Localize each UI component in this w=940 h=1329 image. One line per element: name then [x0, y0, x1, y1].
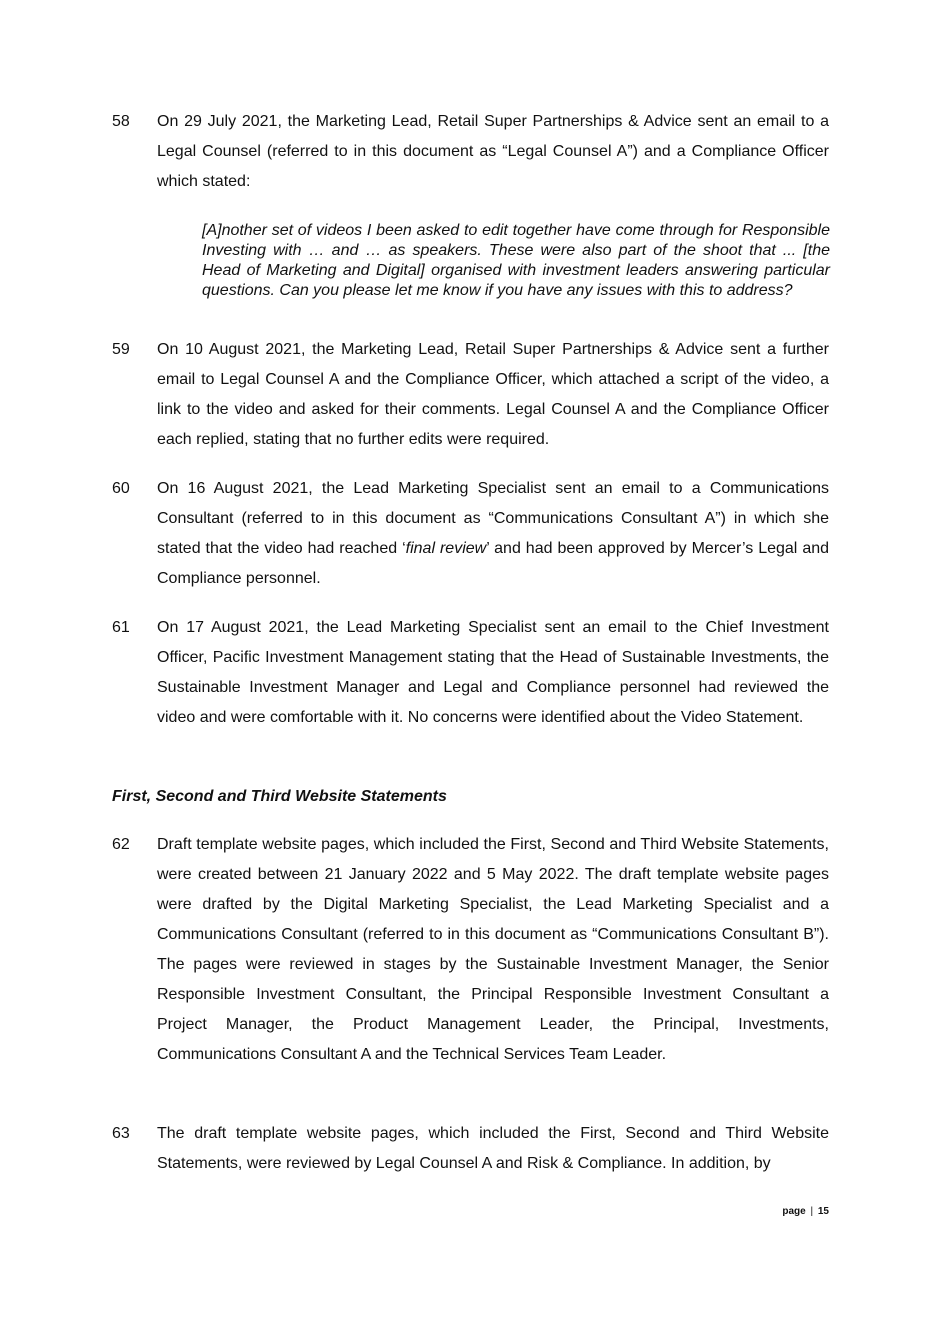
section-heading: First, Second and Third Website Statements: [112, 788, 447, 805]
page-label: page: [782, 1206, 806, 1217]
paragraph-number: 63: [112, 1125, 130, 1142]
paragraph-number: 58: [112, 113, 130, 130]
paragraph-number: 59: [112, 341, 130, 358]
paragraph-text: Draft template website pages, which included the First, Second and Third Website Statements, were created between 21 January 2022 and 5 May 2022. The draft template website pages were drafted by the Digital Marketing Specialist, the Lead Marketing Specialist and a Communications Consultant (referred to in this document as “Communications Consultant B”). The pages were reviewed in stages by the Sustainable Investment Manager, the Senior Responsible Investment Consultant, the Principal Responsible Investment Consultant a Project Manager, the Product Management Leader, the Principal, Investments, Communications Consultant A and the Technical Services Team Leader.: [157, 836, 829, 1063]
page-separator: |: [810, 1206, 814, 1217]
block-quote: [A]nother set of videos I been asked to edit together have come through for Responsible Investing with … and … as speakers. These were also part of the shoot that ... [the Head of Marketing and Digital] organised with investment leaders answering particular questions. Can you please let me know if you have any issues with this to address?: [202, 222, 830, 299]
italic-phrase: final review: [405, 540, 487, 557]
paragraph-number: 60: [112, 480, 130, 497]
page-number: 15: [817, 1206, 829, 1217]
page-footer: [782, 1205, 829, 1219]
paragraph-text-part: ’ and had been approved by Mercer’s Legal and Compliance personnel.: [157, 540, 830, 587]
paragraph-text-part: On 16 August 2021, the Lead Marketing Specialist sent an email to a Communications Consultant (referred to in this document as “Communications Consultant A”) in which she stated that the video had reached ‘: [157, 480, 829, 557]
paragraph-text: The draft template website pages, which included the First, Second and Third Website Statements, were reviewed by Legal Counsel A and Risk & Compliance. In addition, by: [157, 1125, 829, 1172]
paragraph-text: On 29 July 2021, the Marketing Lead, Retail Super Partnerships & Advice sent an email to a Legal Counsel (referred to in this document as “Legal Counsel A”) and a Compliance Officer which stated:: [157, 113, 829, 190]
paragraph-text: [157, 474, 829, 594]
paragraph-text: On 17 August 2021, the Lead Marketing Specialist sent an email to the Chief Investment Officer, Pacific Investment Management stating that the Head of Sustainable Investments, the Sustainable Investment Manager and Legal and Compliance personnel had reviewed the video and were comfortable with it. No concerns were identified about the Video Statement.: [157, 619, 829, 726]
paragraph-text: On 10 August 2021, the Marketing Lead, Retail Super Partnerships & Advice sent a further email to Legal Counsel A and the Compliance Officer, which attached a script of the video, a link to the video and asked for their comments. Legal Counsel A and the Compliance Officer each replied, stating that no further edits were required.: [157, 341, 829, 448]
paragraph-number: 61: [112, 619, 130, 636]
paragraph-number: 62: [112, 836, 130, 853]
